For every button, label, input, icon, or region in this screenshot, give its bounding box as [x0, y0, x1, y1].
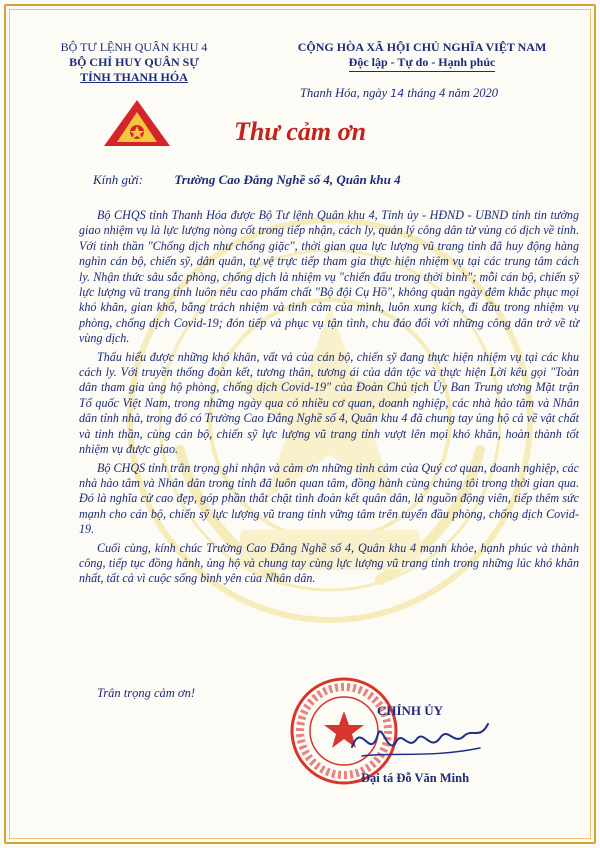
body-paragraph: Bộ CHQS tỉnh Thanh Hóa được Bộ Tư lệnh Quân khu 4, Tỉnh ủy - HĐND - UBND tỉnh tin tưởng giao nhiệm vụ là lực lượng nòng cốt trong tiếp nhận, cách ly, quản lý công dân từ vùng có dịch về tỉnh. Với tinh thần "Chống dịch như chống giặc", thời gian qua lực lượng vũ trang tỉnh đã huy động hàng nghìn cán bộ, chiến sỹ, dân quân, tự vệ trực tiếp tham gia thực hiện nhiệm vụ tại các trung tâm cách ly. Nhận thức sâu sắc phòng, chống dịch là nhiệm vụ "chiến đấu trong thời bình"; mỗi cán bộ, chiến sỹ lực lượng vũ trang tỉnh luôn nêu cao phẩm chất "Bộ đội Cụ Hồ", không quản ngày đêm khắc phục mọi khó khăn, gian khổ, bằng trách nhiệm và tình cảm của mình, luôn xung kích, đi đầu trong nhiệm vụ phòng, chống dịch Covid-19; đón tiếp và phục vụ tận tình, chu đáo đối với những công dân trở về từ vùng dịch. [79, 208, 579, 346]
date-suffix: tháng 4 năm 2020 [407, 86, 499, 100]
signer-title: CHÍNH ỦY [376, 703, 444, 718]
date-day: 14 [390, 87, 405, 100]
body-paragraph: Cuối cùng, kính chúc Trường Cao Đẳng Nghề số 4, Quân khu 4 mạnh khỏe, hạnh phúc và thành công, tiếp tục đồng hành, ủng hộ và chung tay cùng lực lượng vũ trang tỉnh trong những lúc khó khăn nhất, tất cả vì cuộc sống bình yên của Nhân dân. [79, 540, 579, 586]
salutation-recipient: Trường Cao Đẳng Nghề số 4, Quân khu 4 [174, 172, 401, 187]
issuer-header [44, 40, 224, 85]
issuer-province: TỈNH THANH HÓA [80, 70, 188, 84]
letter-body [79, 208, 579, 590]
date-prefix: Thanh Hóa, ngày [300, 86, 388, 100]
letter-title: Thư cảm ơn [233, 117, 367, 146]
body-paragraph: Thấu hiểu được những khó khăn, vất vả của cán bộ, chiến sỹ đang thực hiện nhiệm vụ tại các khu cách ly. Với truyền thống đoàn kết, tương thân, tương ái của dân tộc và thực hiện Lời kêu gọi "Toàn dân tham gia ủng hộ phòng, chống dịch Covid-19" của Đoàn Chủ tịch Ủy Ban Trung ương Mặt trận Tổ quốc Việt Nam, trong những ngày qua có nhiều cơ quan, doanh nghiệp, các nhà hảo tâm và Nhân dân tỉnh nhà, trong đó có Trường Cao Đẳng Nghề số 4, Quân khu 4 đã chung tay ủng hộ cả về vật chất và tinh thần, cùng cán bộ, chiến sỹ lực lượng vũ trang tỉnh vượt lên mọi khó khăn, hoàn thành tốt nhiệm vụ được giao. [79, 349, 580, 457]
national-motto: Độc lập - Tự do - Hạnh phúc [349, 55, 496, 72]
closing-line: Trân trọng cảm ơn! [97, 686, 195, 700]
national-header [262, 40, 582, 72]
issuer-parent: BỘ TƯ LỆNH QUÂN KHU 4 [60, 40, 208, 54]
body-paragraph: Bộ CHQS tỉnh trân trọng ghi nhận và cảm ơn những tình cảm của Quý cơ quan, doanh nghiệp, các nhà hảo tâm và Nhân dân trong tỉnh đã luôn quan tâm, đồng hành cùng chúng tôi trong thời gian qua. Đó là nghĩa cử cao đẹp, góp phần thắt chặt tình đoàn kết quân dân, là nguồn động viên, tiếp thêm sức mạnh cho cán bộ, chiến sỹ lực lượng vũ trang tỉnh vững tâm trên tuyến đầu phòng, chống dịch Covid-19. [79, 460, 579, 537]
document-date [300, 86, 498, 101]
country-name: CỘNG HÒA XÃ HỘI CHỦ NGHĨA VIỆT NAM [297, 40, 547, 54]
handwritten-signature [342, 712, 492, 767]
salutation-label: Kính gửi: [93, 172, 144, 187]
issuer-name: BỘ CHỈ HUY QUÂN SỰ [69, 55, 199, 69]
salutation [93, 172, 401, 188]
signer-name: Đại tá Đỗ Văn Minh [360, 771, 470, 785]
